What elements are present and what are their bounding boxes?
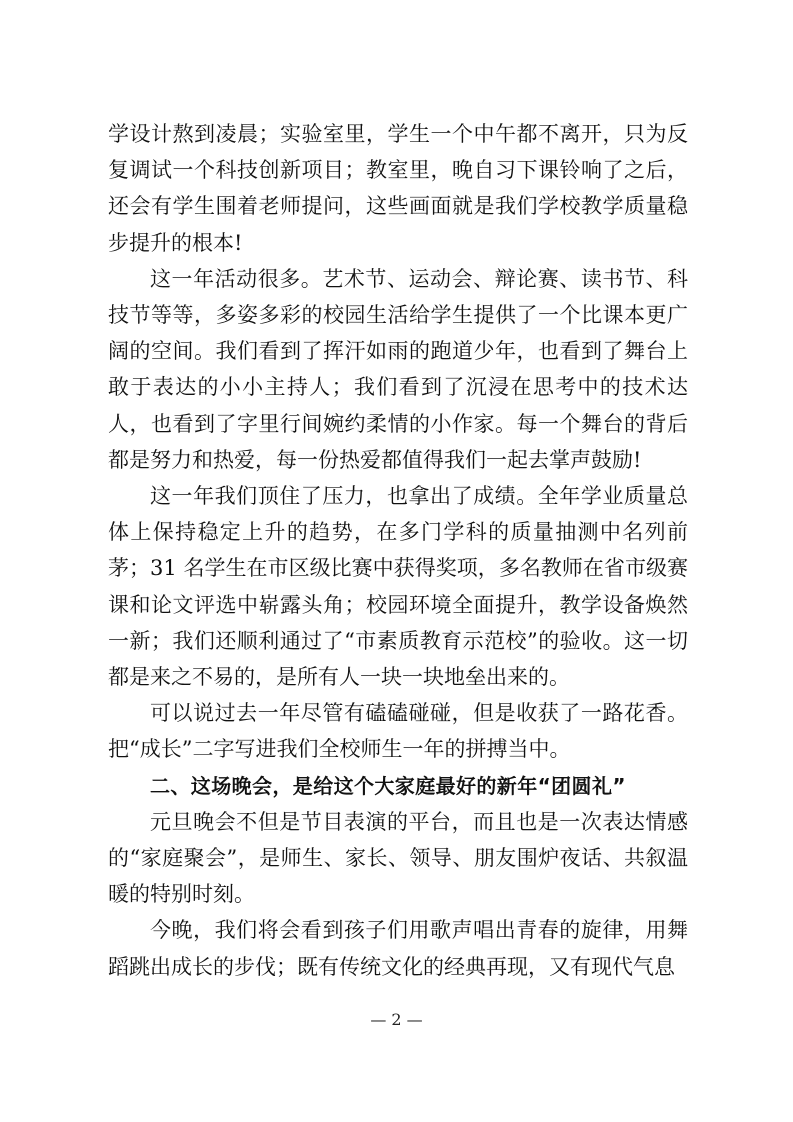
paragraph-tonight: 今晚，我们将会看到孩子们用歌声唱出青春的旋律，用舞蹈跳出成长的步伐；既有传统文化的经典再现，又有现代气息 [108, 918, 688, 979]
paragraph-gala-intro: 元旦晚会不但是节目表演的平台，而且也是一次表达情感的“家庭聚会”，是师生、家长、领导、朋友围炉夜话、共叙温暖的特别时刻。 [108, 809, 688, 907]
paragraph-achievements: 这一年我们顶住了压力，也拿出了成绩。全年学业质量总体上保持稳定上升的趋势，在多门学科的质量抽测中名列前茅；31 名学生在市区级比赛中获得奖项，多名教师在省市级赛课和论文评选中崭露头角；校园环境全面提升，教学设备焕然一新；我们还顺利通过了“市素质教育示范校”的验收。这一切都是来之不易的，是所有人一块一块地垒出来的。 [108, 484, 688, 690]
section-heading: 二、这场晚会，是给这个大家庭最好的新年“团圆礼” [150, 773, 626, 798]
document-body [108, 116, 688, 985]
paragraph-summary: 可以说过去一年尽管有磕磕碰碰，但是收获了一路花香。把“成长”二字写进我们全校师生一年的拼搏当中。 [108, 701, 688, 762]
page-number: — 2 — [370, 1010, 423, 1029]
paragraph-continuation: 学设计熬到凌晨；实验室里，学生一个中午都不离开，只为反复调试一个科技创新项目；教室里，晚自习下课铃响了之后，还会有学生围着老师提问，这些画面就是我们学校教学质量稳步提升的根本! [108, 122, 688, 255]
paragraph-activities: 这一年活动很多。艺术节、运动会、辩论赛、读书节、科技节等等，多姿多彩的校园生活给学生提供了一个比课本更广阔的空间。我们看到了挥汗如雨的跑道少年，也看到了舞台上敢于表达的小小主持人；我们看到了沉浸在思考中的技术达人，也看到了字里行间婉约柔情的小作家。每一个舞台的背后都是努力和热爱，每一份热爱都值得我们一起去掌声鼓励! [108, 266, 688, 472]
